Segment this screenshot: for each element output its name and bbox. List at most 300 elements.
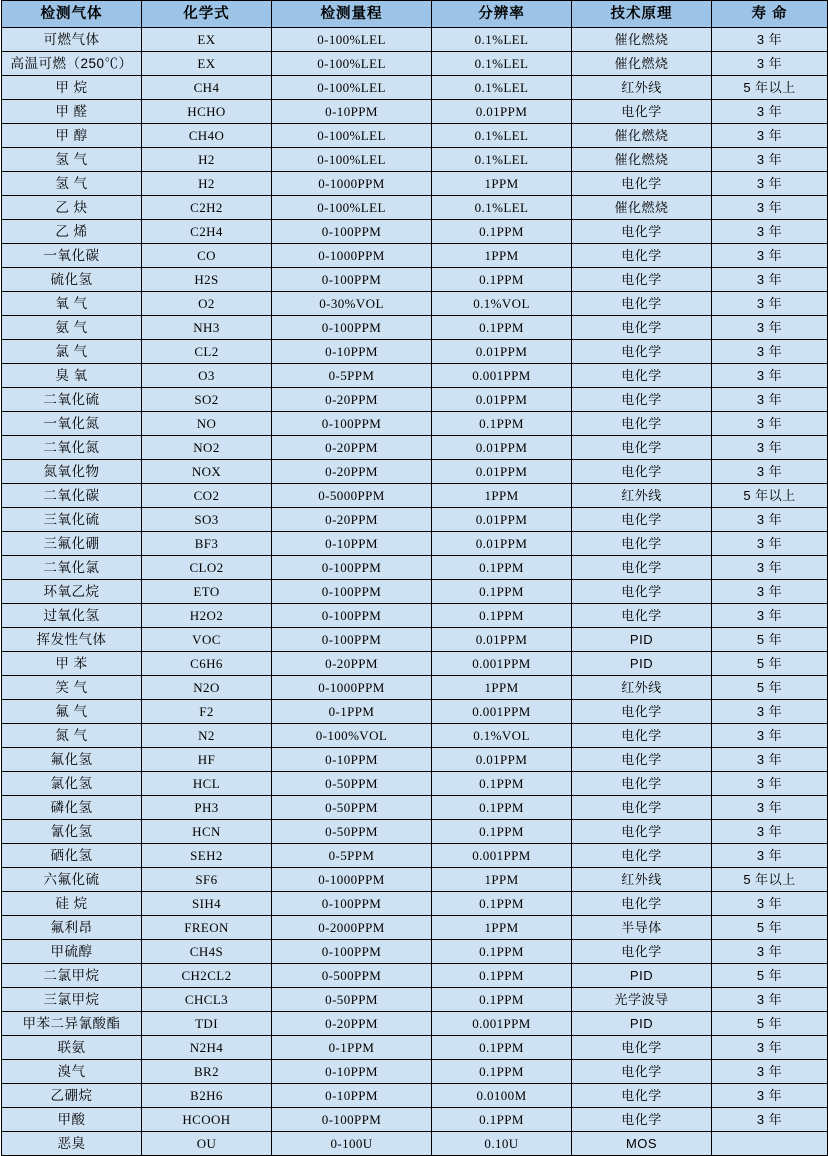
cell-technology: 电化学	[572, 604, 712, 628]
cell-technology: 电化学	[572, 292, 712, 316]
cell-technology: 电化学	[572, 796, 712, 820]
cell-lifetime: 3 年	[712, 148, 828, 172]
cell-formula: CH4	[142, 76, 272, 100]
cell-range: 0-100%VOL	[272, 724, 432, 748]
cell-lifetime: 3 年	[712, 940, 828, 964]
table-row	[2, 820, 828, 844]
cell-resolution: 0.001PPM	[432, 844, 572, 868]
cell-gas-name: 二氧化硫	[2, 388, 142, 412]
cell-range: 0-30%VOL	[272, 292, 432, 316]
cell-technology: 电化学	[572, 268, 712, 292]
table-row	[2, 220, 828, 244]
cell-range: 0-100PPM	[272, 892, 432, 916]
cell-range: 0-100%LEL	[272, 52, 432, 76]
table-body	[2, 28, 828, 1156]
cell-gas-name: 一氧化氮	[2, 412, 142, 436]
cell-lifetime: 3 年	[712, 124, 828, 148]
cell-formula: VOC	[142, 628, 272, 652]
cell-resolution: 1PPM	[432, 172, 572, 196]
cell-lifetime: 3 年	[712, 724, 828, 748]
cell-resolution: 0.1%LEL	[432, 124, 572, 148]
cell-technology: PID	[572, 1012, 712, 1036]
cell-technology: 红外线	[572, 868, 712, 892]
cell-resolution: 0.10U	[432, 1132, 572, 1156]
cell-resolution: 0.1%LEL	[432, 148, 572, 172]
cell-technology: 电化学	[572, 844, 712, 868]
cell-technology: 红外线	[572, 76, 712, 100]
cell-formula: C2H4	[142, 220, 272, 244]
cell-gas-name: 氢 气	[2, 172, 142, 196]
cell-range: 0-10PPM	[272, 1060, 432, 1084]
cell-formula: CO	[142, 244, 272, 268]
table-row	[2, 796, 828, 820]
gas-specification-table	[1, 0, 828, 1156]
cell-technology: 电化学	[572, 388, 712, 412]
cell-technology: 电化学	[572, 220, 712, 244]
cell-resolution: 0.001PPM	[432, 700, 572, 724]
cell-formula: HCN	[142, 820, 272, 844]
table-row	[2, 940, 828, 964]
cell-lifetime: 3 年	[712, 28, 828, 52]
cell-resolution: 1PPM	[432, 868, 572, 892]
cell-range: 0-100PPM	[272, 1108, 432, 1132]
cell-formula: C6H6	[142, 652, 272, 676]
cell-technology: 电化学	[572, 412, 712, 436]
cell-resolution: 0.1%VOL	[432, 292, 572, 316]
cell-technology: 电化学	[572, 772, 712, 796]
cell-lifetime: 5 年以上	[712, 76, 828, 100]
cell-range: 0-10PPM	[272, 340, 432, 364]
cell-gas-name: 甲硫醇	[2, 940, 142, 964]
cell-technology: 红外线	[572, 484, 712, 508]
table-row	[2, 196, 828, 220]
cell-range: 0-100%LEL	[272, 124, 432, 148]
cell-gas-name: 环氧乙烷	[2, 580, 142, 604]
cell-formula: C2H2	[142, 196, 272, 220]
cell-resolution: 0.01PPM	[432, 436, 572, 460]
cell-range: 0-10PPM	[272, 748, 432, 772]
cell-lifetime: 3 年	[712, 580, 828, 604]
cell-range: 0-1000PPM	[272, 172, 432, 196]
table-row	[2, 316, 828, 340]
cell-resolution: 0.0100M	[432, 1084, 572, 1108]
cell-lifetime: 3 年	[712, 1108, 828, 1132]
cell-technology: 电化学	[572, 460, 712, 484]
cell-resolution: 0.001PPM	[432, 364, 572, 388]
table-row	[2, 1108, 828, 1132]
cell-gas-name: 一氧化碳	[2, 244, 142, 268]
cell-lifetime: 3 年	[712, 820, 828, 844]
cell-lifetime: 5 年	[712, 916, 828, 940]
cell-lifetime: 3 年	[712, 508, 828, 532]
cell-resolution: 0.01PPM	[432, 628, 572, 652]
table-row	[2, 652, 828, 676]
cell-gas-name: 笑 气	[2, 676, 142, 700]
cell-formula: B2H6	[142, 1084, 272, 1108]
cell-lifetime: 3 年	[712, 1084, 828, 1108]
cell-technology: 电化学	[572, 100, 712, 124]
cell-lifetime: 3 年	[712, 100, 828, 124]
cell-gas-name: 高温可燃（250℃）	[2, 52, 142, 76]
cell-gas-name: 氟 气	[2, 700, 142, 724]
cell-gas-name: 氮 气	[2, 724, 142, 748]
cell-resolution: 0.01PPM	[432, 508, 572, 532]
table-row	[2, 868, 828, 892]
table-row	[2, 52, 828, 76]
cell-lifetime: 3 年	[712, 436, 828, 460]
cell-formula: ETO	[142, 580, 272, 604]
cell-gas-name: 甲 醇	[2, 124, 142, 148]
cell-formula: HCL	[142, 772, 272, 796]
table-header-row	[2, 1, 828, 28]
cell-range: 0-100PPM	[272, 316, 432, 340]
table-row	[2, 964, 828, 988]
cell-gas-name: 乙 炔	[2, 196, 142, 220]
cell-formula: O2	[142, 292, 272, 316]
cell-gas-name: 过氧化氢	[2, 604, 142, 628]
cell-gas-name: 臭 氧	[2, 364, 142, 388]
cell-range: 0-1000PPM	[272, 244, 432, 268]
cell-gas-name: 联氨	[2, 1036, 142, 1060]
cell-resolution: 0.01PPM	[432, 100, 572, 124]
cell-formula: H2S	[142, 268, 272, 292]
cell-range: 0-1PPM	[272, 700, 432, 724]
cell-technology: MOS	[572, 1132, 712, 1156]
cell-lifetime: 3 年	[712, 220, 828, 244]
table-row	[2, 676, 828, 700]
cell-lifetime: 3 年	[712, 532, 828, 556]
cell-range: 0-50PPM	[272, 796, 432, 820]
table-row	[2, 1012, 828, 1036]
cell-resolution: 0.1PPM	[432, 604, 572, 628]
cell-lifetime: 3 年	[712, 1036, 828, 1060]
cell-formula: O3	[142, 364, 272, 388]
cell-technology: 催化燃烧	[572, 52, 712, 76]
table-row	[2, 1060, 828, 1084]
cell-resolution: 0.001PPM	[432, 652, 572, 676]
cell-range: 0-100PPM	[272, 580, 432, 604]
column-header-lifetime: 寿 命	[712, 1, 828, 28]
cell-range: 0-20PPM	[272, 508, 432, 532]
cell-gas-name: 二氧化氯	[2, 556, 142, 580]
cell-technology: 催化燃烧	[572, 124, 712, 148]
table-row	[2, 604, 828, 628]
cell-range: 0-5PPM	[272, 844, 432, 868]
cell-resolution: 0.1%LEL	[432, 76, 572, 100]
table-row	[2, 988, 828, 1012]
cell-gas-name: 氨 气	[2, 316, 142, 340]
cell-formula: N2O	[142, 676, 272, 700]
column-header-technology: 技术原理	[572, 1, 712, 28]
table-row	[2, 172, 828, 196]
cell-resolution: 0.1%VOL	[432, 724, 572, 748]
cell-technology: 电化学	[572, 1036, 712, 1060]
table-row	[2, 1132, 828, 1156]
cell-resolution: 0.01PPM	[432, 748, 572, 772]
cell-gas-name: 氟利昂	[2, 916, 142, 940]
cell-formula: TDI	[142, 1012, 272, 1036]
cell-technology: 电化学	[572, 1084, 712, 1108]
cell-lifetime: 3 年	[712, 388, 828, 412]
cell-technology: PID	[572, 628, 712, 652]
cell-formula: PH3	[142, 796, 272, 820]
cell-range: 0-100U	[272, 1132, 432, 1156]
table-row	[2, 28, 828, 52]
cell-technology: 电化学	[572, 532, 712, 556]
cell-range: 0-5PPM	[272, 364, 432, 388]
column-header-formula: 化学式	[142, 1, 272, 28]
cell-gas-name: 可燃气体	[2, 28, 142, 52]
cell-gas-name: 甲苯二异氰酸酯	[2, 1012, 142, 1036]
cell-range: 0-20PPM	[272, 652, 432, 676]
cell-range: 0-100%LEL	[272, 76, 432, 100]
cell-technology: 催化燃烧	[572, 148, 712, 172]
table-row	[2, 484, 828, 508]
cell-gas-name: 三氯甲烷	[2, 988, 142, 1012]
table-row	[2, 124, 828, 148]
table-row	[2, 844, 828, 868]
cell-formula: SIH4	[142, 892, 272, 916]
cell-lifetime: 3 年	[712, 292, 828, 316]
cell-resolution: 0.1%LEL	[432, 28, 572, 52]
cell-gas-name: 甲 苯	[2, 652, 142, 676]
cell-formula: NO	[142, 412, 272, 436]
cell-lifetime: 3 年	[712, 244, 828, 268]
cell-lifetime: 3 年	[712, 604, 828, 628]
cell-formula: NH3	[142, 316, 272, 340]
cell-lifetime: 3 年	[712, 460, 828, 484]
cell-lifetime: 3 年	[712, 316, 828, 340]
cell-lifetime: 3 年	[712, 340, 828, 364]
table-row	[2, 748, 828, 772]
cell-range: 0-100PPM	[272, 268, 432, 292]
cell-resolution: 1PPM	[432, 484, 572, 508]
cell-range: 0-100%LEL	[272, 28, 432, 52]
cell-gas-name: 氧 气	[2, 292, 142, 316]
cell-technology: 电化学	[572, 700, 712, 724]
cell-gas-name: 二氯甲烷	[2, 964, 142, 988]
cell-technology: 电化学	[572, 172, 712, 196]
cell-resolution: 0.1PPM	[432, 988, 572, 1012]
cell-resolution: 0.1PPM	[432, 796, 572, 820]
cell-formula: F2	[142, 700, 272, 724]
table-row	[2, 244, 828, 268]
cell-resolution: 0.1PPM	[432, 940, 572, 964]
cell-technology: 电化学	[572, 556, 712, 580]
cell-resolution: 0.1PPM	[432, 1060, 572, 1084]
cell-range: 0-100PPM	[272, 220, 432, 244]
cell-gas-name: 氰化氢	[2, 820, 142, 844]
cell-lifetime: 5 年	[712, 628, 828, 652]
cell-formula: SO2	[142, 388, 272, 412]
cell-formula: SEH2	[142, 844, 272, 868]
column-header-resolution: 分辨率	[432, 1, 572, 28]
cell-lifetime: 3 年	[712, 1060, 828, 1084]
cell-resolution: 0.1PPM	[432, 1108, 572, 1132]
cell-formula: HF	[142, 748, 272, 772]
cell-formula: HCHO	[142, 100, 272, 124]
cell-technology: 电化学	[572, 724, 712, 748]
cell-formula: CLO2	[142, 556, 272, 580]
cell-resolution: 1PPM	[432, 244, 572, 268]
cell-gas-name: 溴气	[2, 1060, 142, 1084]
cell-range: 0-500PPM	[272, 964, 432, 988]
cell-resolution: 0.1PPM	[432, 1036, 572, 1060]
cell-lifetime: 3 年	[712, 772, 828, 796]
cell-technology: 电化学	[572, 580, 712, 604]
cell-technology: 催化燃烧	[572, 196, 712, 220]
cell-resolution: 0.1PPM	[432, 772, 572, 796]
cell-lifetime: 3 年	[712, 172, 828, 196]
cell-resolution: 0.1PPM	[432, 220, 572, 244]
cell-range: 0-50PPM	[272, 772, 432, 796]
cell-gas-name: 氯化氢	[2, 772, 142, 796]
table-row	[2, 916, 828, 940]
cell-lifetime: 3 年	[712, 196, 828, 220]
table-row	[2, 772, 828, 796]
cell-technology: 电化学	[572, 340, 712, 364]
cell-resolution: 0.1%LEL	[432, 52, 572, 76]
cell-technology: 电化学	[572, 364, 712, 388]
column-header-range: 检测量程	[272, 1, 432, 28]
cell-gas-name: 恶臭	[2, 1132, 142, 1156]
cell-resolution: 0.01PPM	[432, 460, 572, 484]
cell-formula: BR2	[142, 1060, 272, 1084]
cell-range: 0-50PPM	[272, 820, 432, 844]
cell-formula: NOX	[142, 460, 272, 484]
cell-lifetime: 3 年	[712, 268, 828, 292]
cell-formula: N2	[142, 724, 272, 748]
table-row	[2, 628, 828, 652]
table-row	[2, 340, 828, 364]
cell-lifetime: 3 年	[712, 844, 828, 868]
table-row	[2, 364, 828, 388]
table-row	[2, 436, 828, 460]
cell-lifetime: 3 年	[712, 748, 828, 772]
table-row	[2, 1084, 828, 1108]
cell-gas-name: 二氧化氮	[2, 436, 142, 460]
cell-technology: 电化学	[572, 940, 712, 964]
cell-resolution: 1PPM	[432, 676, 572, 700]
cell-range: 0-10PPM	[272, 532, 432, 556]
cell-gas-name: 三氟化硼	[2, 532, 142, 556]
cell-range: 0-100PPM	[272, 604, 432, 628]
column-header-gas-name: 检测气体	[2, 1, 142, 28]
cell-formula: EX	[142, 52, 272, 76]
cell-resolution: 0.1PPM	[432, 316, 572, 340]
cell-range: 0-20PPM	[272, 388, 432, 412]
cell-technology: 电化学	[572, 748, 712, 772]
cell-technology: PID	[572, 964, 712, 988]
cell-formula: SO3	[142, 508, 272, 532]
cell-gas-name: 氟化氢	[2, 748, 142, 772]
cell-gas-name: 甲 烷	[2, 76, 142, 100]
cell-gas-name: 氢 气	[2, 148, 142, 172]
cell-lifetime: 3 年	[712, 364, 828, 388]
cell-formula: HCOOH	[142, 1108, 272, 1132]
table-row	[2, 892, 828, 916]
table-row	[2, 412, 828, 436]
cell-resolution: 0.1PPM	[432, 580, 572, 604]
cell-range: 0-20PPM	[272, 436, 432, 460]
cell-range: 0-50PPM	[272, 988, 432, 1012]
cell-formula: CH2CL2	[142, 964, 272, 988]
table-row	[2, 148, 828, 172]
cell-gas-name: 硒化氢	[2, 844, 142, 868]
cell-formula: H2	[142, 148, 272, 172]
table-row	[2, 268, 828, 292]
cell-gas-name: 甲 醛	[2, 100, 142, 124]
cell-formula: H2	[142, 172, 272, 196]
cell-technology: 电化学	[572, 892, 712, 916]
table-header	[2, 1, 828, 28]
cell-resolution: 0.1PPM	[432, 412, 572, 436]
table-row	[2, 556, 828, 580]
cell-gas-name: 硫化氢	[2, 268, 142, 292]
cell-lifetime: 3 年	[712, 700, 828, 724]
cell-resolution: 0.01PPM	[432, 388, 572, 412]
cell-gas-name: 乙 烯	[2, 220, 142, 244]
cell-range: 0-20PPM	[272, 460, 432, 484]
cell-gas-name: 六氟化硫	[2, 868, 142, 892]
cell-technology: 半导体	[572, 916, 712, 940]
cell-technology: 电化学	[572, 244, 712, 268]
cell-range: 0-1000PPM	[272, 868, 432, 892]
cell-range: 0-20PPM	[272, 1012, 432, 1036]
cell-lifetime: 5 年	[712, 652, 828, 676]
cell-lifetime: 5 年	[712, 676, 828, 700]
cell-lifetime: 5 年	[712, 1012, 828, 1036]
cell-lifetime: 5 年	[712, 964, 828, 988]
cell-lifetime	[712, 1132, 828, 1156]
cell-formula: CH4S	[142, 940, 272, 964]
cell-technology: 电化学	[572, 820, 712, 844]
cell-lifetime: 3 年	[712, 556, 828, 580]
cell-technology: PID	[572, 652, 712, 676]
cell-range: 0-10PPM	[272, 100, 432, 124]
cell-lifetime: 3 年	[712, 52, 828, 76]
table-row	[2, 724, 828, 748]
cell-resolution: 0.1PPM	[432, 820, 572, 844]
table-row	[2, 580, 828, 604]
table-row	[2, 388, 828, 412]
cell-gas-name: 磷化氢	[2, 796, 142, 820]
cell-formula: EX	[142, 28, 272, 52]
cell-gas-name: 二氧化碳	[2, 484, 142, 508]
table-row	[2, 700, 828, 724]
cell-formula: CHCL3	[142, 988, 272, 1012]
cell-technology: 电化学	[572, 1108, 712, 1132]
cell-formula: CL2	[142, 340, 272, 364]
cell-gas-name: 氯 气	[2, 340, 142, 364]
cell-lifetime: 3 年	[712, 892, 828, 916]
cell-gas-name: 乙硼烷	[2, 1084, 142, 1108]
cell-resolution: 0.1PPM	[432, 892, 572, 916]
cell-formula: CO2	[142, 484, 272, 508]
cell-technology: 电化学	[572, 508, 712, 532]
cell-range: 0-100PPM	[272, 628, 432, 652]
table-row	[2, 100, 828, 124]
cell-range: 0-100%LEL	[272, 196, 432, 220]
cell-resolution: 0.1%LEL	[432, 196, 572, 220]
cell-formula: SF6	[142, 868, 272, 892]
cell-lifetime: 5 年以上	[712, 484, 828, 508]
cell-lifetime: 3 年	[712, 412, 828, 436]
cell-gas-name: 三氧化硫	[2, 508, 142, 532]
cell-resolution: 0.1PPM	[432, 964, 572, 988]
table-row	[2, 460, 828, 484]
cell-resolution: 0.1PPM	[432, 556, 572, 580]
